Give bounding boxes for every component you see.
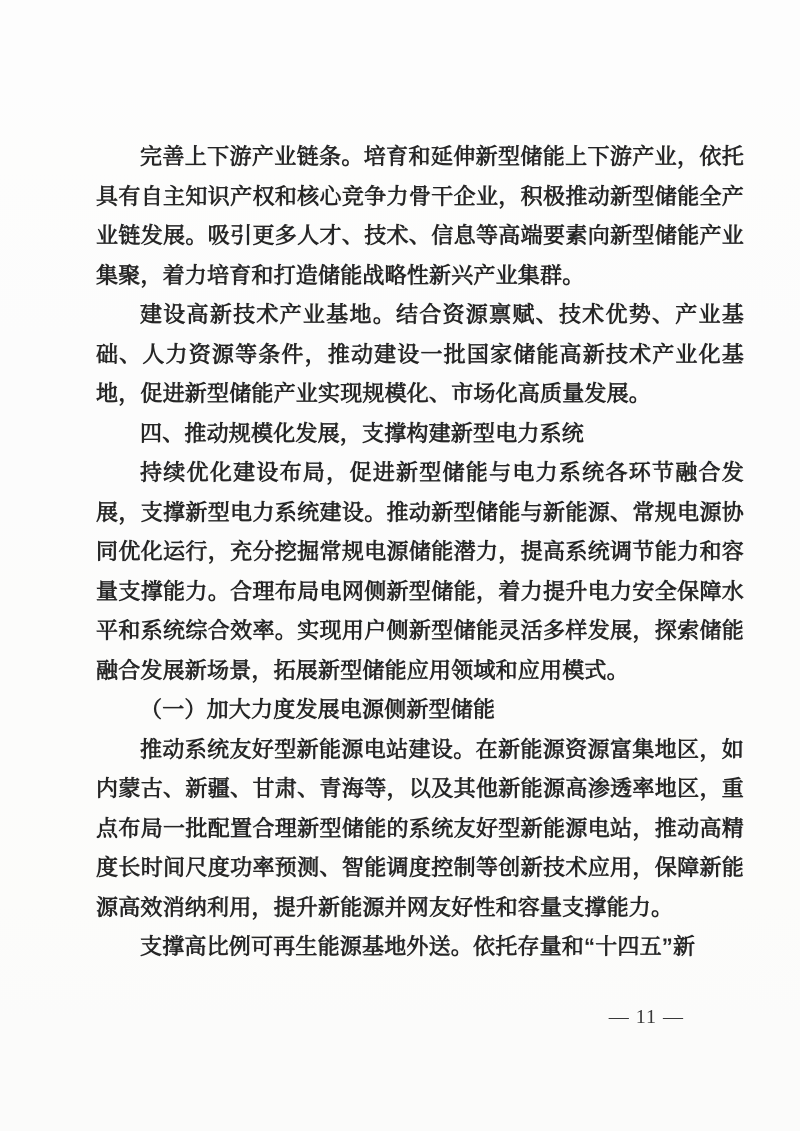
document-body xyxy=(96,137,744,967)
page-number: — 11 — xyxy=(608,1006,684,1028)
section-heading: 四、推动规模化发展，支撑构建新型电力系统 xyxy=(140,420,585,446)
paragraph: 推动系统友好型新能源电站建设。在新能源资源富集地区，如内蒙古、新疆、甘肃、青海等，以及其他新能源高渗透率地区，重点布局一批配置合理新型储能的系统友好型新能源电站，推动高精度长时间尺度功率预测、智能调度控制等创新技术应用，保障新能源高效消纳利用，提升新能源并网友好性和容量支撑能力。 xyxy=(96,736,744,920)
paragraph: 持续优化建设布局，促进新型储能与电力系统各环节融合发展，支撑新型电力系统建设。推动新型储能与新能源、常规电源协同优化运行，充分挖掘常规电源储能潜力，提高系统调节能力和容量支撑能力。合理布局电网侧新型储能，着力提升电力安全保障水平和系统综合效率。实现用户侧新型储能灵活多样发展，探索储能融合发展新场景，拓展新型储能应用领域和应用模式。 xyxy=(96,460,744,683)
subsection-heading: （一）加大力度发展电源侧新型储能 xyxy=(140,697,496,722)
paragraph: 建设高新技术产业基地。结合资源禀赋、技术优势、产业基础、人力资源等条件，推动建设一批国家储能高新技术产业化基地，促进新型储能产业实现规模化、市场化高质量发展。 xyxy=(96,302,744,406)
paragraph: 支撑高比例可再生能源基地外送。依托存量和“十四五”新 xyxy=(140,934,696,959)
paragraph: 完善上下游产业链条。培育和延伸新型储能上下游产业，依托具有自主知识产权和核心竞争力骨干企业，积极推动新型储能全产业链发展。吸引更多人才、技术、信息等高端要素向新型储能产业集聚，着力培育和打造储能战略性新兴产业集群。 xyxy=(96,144,744,288)
